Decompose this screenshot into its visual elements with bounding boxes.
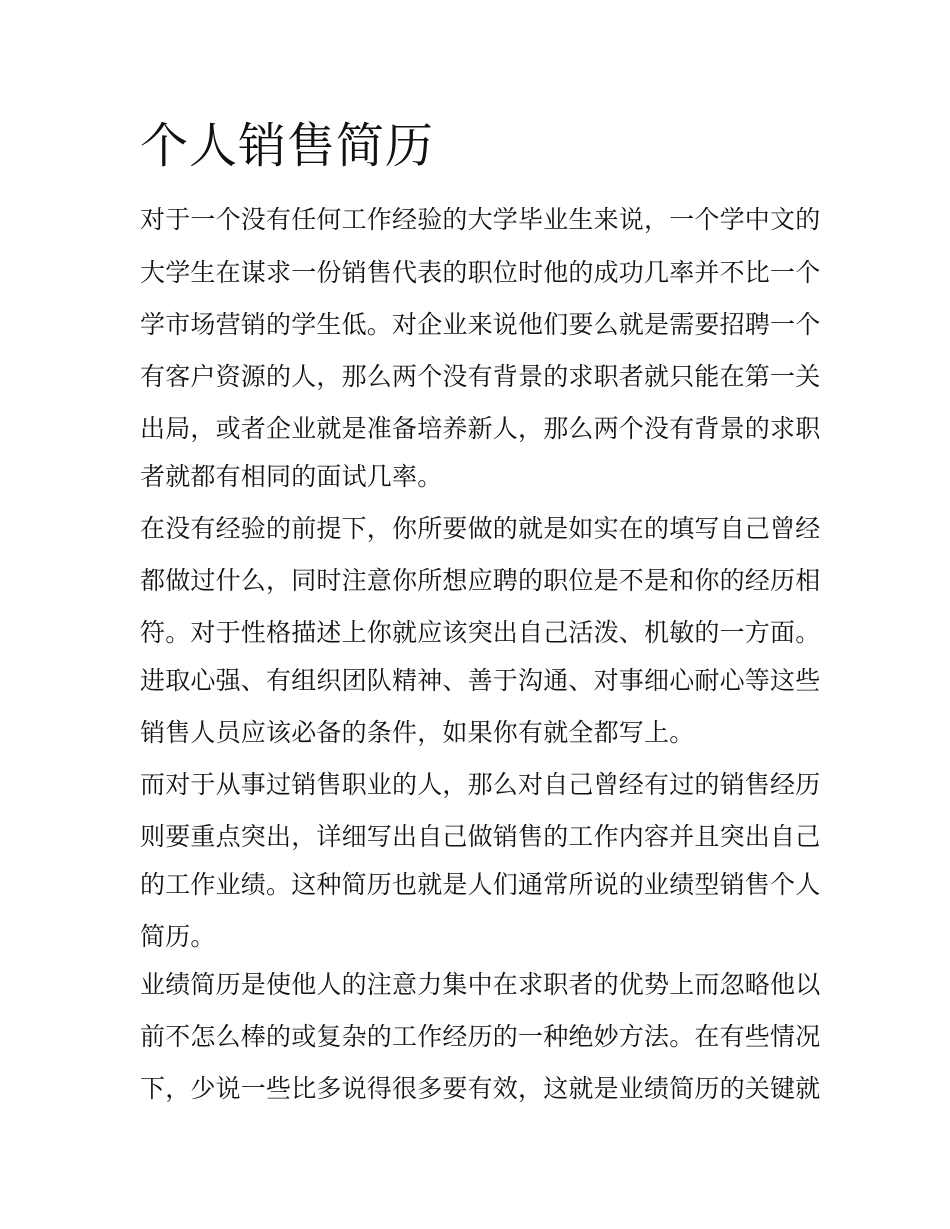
document-title: 个人销售简历 <box>140 118 435 174</box>
body-line: 者就都有相同的面试几率。 <box>140 462 443 491</box>
body-line: 则要重点突出，详细写出自己做销售的工作内容并且突出自己 <box>140 822 821 851</box>
body-line: 有客户资源的人，那么两个没有背景的求职者就只能在第一关 <box>140 362 821 391</box>
body-line: 前不怎么棒的或复杂的工作经历的一种绝妙方法。在有些情况 <box>140 1022 821 1051</box>
body-line: 下，少说一些比多说得很多要有效，这就是业绩简历的关键就 <box>140 1074 821 1103</box>
body-line: 对于一个没有任何工作经验的大学毕业生来说，一个学中文的 <box>140 205 821 234</box>
body-line: 大学生在谋求一份销售代表的职位时他的成功几率并不比一个 <box>140 258 821 287</box>
body-line: 进取心强、有组织团队精神、善于沟通、对事细心耐心等这些 <box>140 666 821 695</box>
body-line: 简历。 <box>140 922 216 951</box>
body-line: 业绩简历是使他人的注意力集中在求职者的优势上而忽略他以 <box>140 970 821 999</box>
body-line: 都做过什么，同时注意你所想应聘的职位是不是和你的经历相 <box>140 566 821 595</box>
body-line: 出局，或者企业就是准备培养新人，那么两个没有背景的求职 <box>140 414 821 443</box>
body-line: 销售人员应该必备的条件，如果你有就全都写上。 <box>140 718 695 747</box>
body-line: 在没有经验的前提下，你所要做的就是如实在的填写自己曾经 <box>140 514 821 543</box>
body-line: 学市场营销的学生低。对企业来说他们要么就是需要招聘一个 <box>140 310 821 339</box>
body-line: 符。对于性格描述上你就应该突出自己活泼、机敏的一方面。 <box>140 618 821 647</box>
body-line: 的工作业绩。这种简历也就是人们通常所说的业绩型销售个人 <box>140 870 821 899</box>
body-line: 而对于从事过销售职业的人，那么对自己曾经有过的销售经历 <box>140 770 821 799</box>
